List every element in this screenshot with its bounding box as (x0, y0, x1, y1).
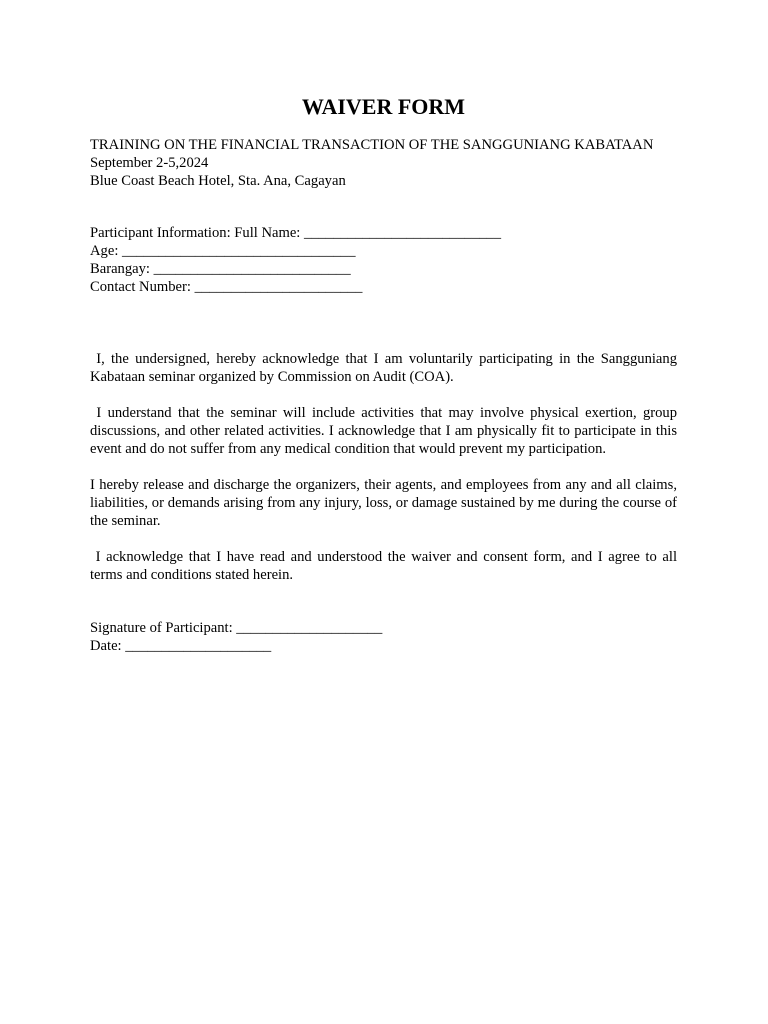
consent-paragraph: I acknowledge that I have read and understood the waiver and consent form, and I agree to all terms and conditions stated herein. (90, 549, 681, 583)
contact-number-field: Contact Number: _______________________ (90, 279, 363, 295)
age-field: Age: ________________________________ (90, 243, 356, 259)
acknowledgement-paragraph: I, the undersigned, hereby acknowledge that I am voluntarily participating in the Sangguniang Kabataan seminar organized by Commission on Audit (COA). (90, 351, 681, 385)
waiver-body (90, 350, 681, 584)
participant-info (90, 224, 677, 296)
event-venue: Blue Coast Beach Hotel, Sta. Ana, Cagayan (90, 173, 346, 189)
document-title: WAIVER FORM (301, 94, 466, 119)
barangay-field: Barangay: ___________________________ (90, 261, 351, 277)
event-dates: September 2-5,2024 (90, 155, 209, 171)
release-paragraph: I hereby release and discharge the organizers, their agents, and employees from any and all claims, liabilities, or demands arising from any injury, loss, or damage sustained by me during the course of the seminar. (90, 477, 681, 529)
signature-block (90, 619, 677, 655)
event-name: TRAINING ON THE FINANCIAL TRANSACTION OF THE SANGGUNIANG KABATAAN (90, 137, 654, 153)
activities-paragraph: I understand that the seminar will include activities that may involve physical exertion, group discussions, and other related activities. I acknowledge that I am physically fit to participate in this event and do not suffer from any medical condition that would prevent my participation. (90, 405, 681, 457)
full-name-field: Participant Information: Full Name: ___________________________ (90, 225, 502, 241)
event-details (90, 136, 677, 190)
document-page (90, 92, 681, 655)
signature-line: Signature of Participant: ____________________ (90, 620, 383, 636)
date-line: Date: ____________________ (90, 638, 272, 654)
